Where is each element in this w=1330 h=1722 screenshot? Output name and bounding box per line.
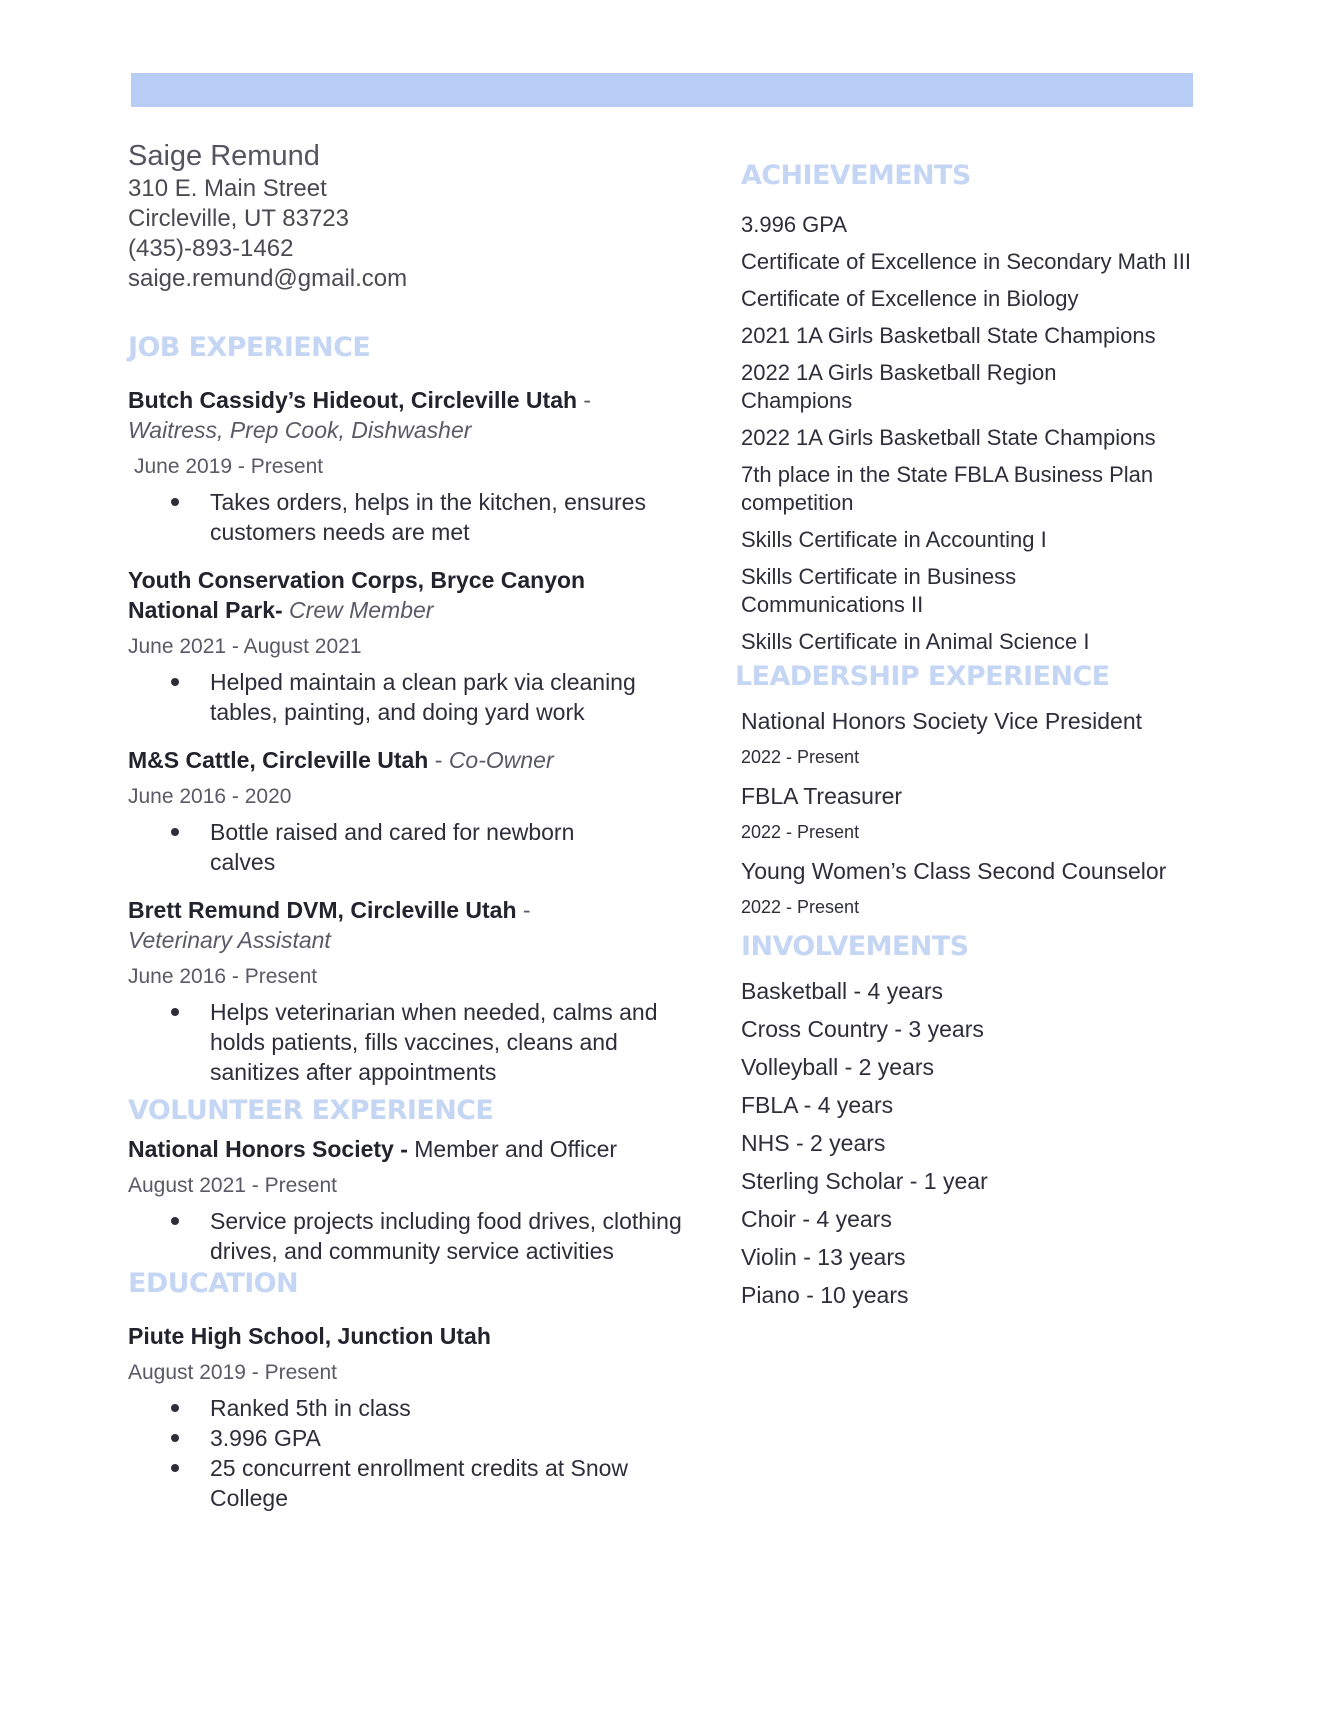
achievement-item: Skills Certificate in Business Communications II: [741, 564, 1017, 617]
education-entry: [128, 1321, 688, 1513]
achievement-item: Certificate of Excellence in Secondary Math III: [741, 249, 1191, 274]
education-dates: August 2019 - Present: [128, 1361, 337, 1384]
job-role: Crew Member: [289, 597, 434, 623]
leadership-title: FBLA Treasurer: [741, 783, 903, 809]
school-name: Piute High School, Junction Utah: [128, 1323, 491, 1349]
achievement-item: Skills Certificate in Animal Science I: [741, 629, 1090, 654]
job-org: Youth Conservation Corps, Bryce Canyon National Park-: [128, 567, 586, 623]
job-title: [128, 385, 688, 445]
leadership-title: National Honors Society Vice President: [741, 708, 1143, 734]
achievement-item: 2022 1A Girls Basketball Region Champions: [741, 360, 1057, 413]
involvement-item: FBLA - 4 years: [741, 1092, 894, 1118]
volunteer-role: Member and Officer: [407, 1136, 618, 1162]
job-bullets: [128, 997, 688, 1087]
achievement-item: Certificate of Excellence in Biology: [741, 286, 1079, 311]
leadership-title: Young Women’s Class Second Counselor: [741, 858, 1167, 884]
leadership-dates: 2022 - Present: [741, 747, 860, 767]
job-entry: [128, 565, 688, 727]
leadership-experience-heading: LEADERSHIP EXPERIENCE: [735, 661, 1110, 692]
job-bullets: [128, 667, 688, 727]
bullet-item: Service projects including food drives, clothing drives, and community service activities: [210, 1206, 688, 1266]
involvements-list: [741, 976, 1211, 1310]
education-bullets: [128, 1393, 688, 1513]
job-separator: -: [577, 387, 592, 413]
volunteer-entry: [128, 1134, 688, 1266]
achievement-item: 2021 1A Girls Basketball State Champions: [741, 323, 1156, 348]
involvements-heading: INVOLVEMENTS: [741, 931, 969, 962]
achievement-item: 3.996 GPA: [741, 212, 847, 237]
achievement-item: Skills Certificate in Accounting I: [741, 527, 1047, 552]
job-role: Veterinary Assistant: [128, 927, 331, 953]
involvement-item: Choir - 4 years: [741, 1206, 892, 1232]
right-column: [735, 160, 1211, 1318]
street-address: 310 E. Main Street: [128, 175, 327, 202]
contact-block: [128, 138, 688, 294]
involvement-item: Piano - 10 years: [741, 1282, 909, 1308]
involvement-item: Cross Country - 3 years: [741, 1016, 984, 1042]
job-bullets: [128, 817, 688, 877]
leadership-dates: 2022 - Present: [741, 897, 860, 917]
header-accent-bar: [131, 73, 1193, 107]
involvement-item: Volleyball - 2 years: [741, 1054, 935, 1080]
leadership-list: [741, 706, 1211, 919]
job-separator: -: [428, 747, 449, 773]
bullet-item: 3.996 GPA: [210, 1423, 688, 1453]
volunteer-title: [128, 1134, 688, 1164]
city-state-zip: Circleville, UT 83723: [128, 205, 349, 232]
job-entry: [128, 385, 688, 547]
bullet-item: Bottle raised and cared for newborn calves: [210, 817, 598, 877]
job-dates: June 2021 - August 2021: [128, 635, 362, 658]
achievements-heading: ACHIEVEMENTS: [741, 160, 971, 191]
involvement-item: NHS - 2 years: [741, 1130, 886, 1156]
job-experience-heading: JOB EXPERIENCE: [128, 332, 371, 363]
left-column: [128, 138, 688, 1513]
applicant-name: Saige Remund: [128, 140, 320, 172]
job-org: M&S Cattle, Circleville Utah: [128, 747, 429, 773]
job-dates: June 2019 - Present: [134, 455, 324, 478]
bullet-item: 25 concurrent enrollment credits at Snow College: [210, 1453, 688, 1513]
job-title: [128, 895, 688, 955]
job-org: Brett Remund DVM, Circleville Utah: [128, 897, 517, 923]
job-entry: [128, 745, 688, 877]
job-separator: -: [516, 897, 531, 923]
achievement-item: 7th place in the State FBLA Business Plan competition: [741, 462, 1154, 515]
volunteer-org: National Honors Society -: [128, 1136, 408, 1162]
leadership-dates: 2022 - Present: [741, 822, 860, 842]
involvement-item: Basketball - 4 years: [741, 978, 943, 1004]
bullet-item: Helped maintain a clean park via cleaning tables, painting, and doing yard work: [210, 667, 688, 727]
job-org: Butch Cassidy’s Hideout, Circleville Utah: [128, 387, 578, 413]
job-title: [128, 565, 628, 625]
involvement-item: Violin - 13 years: [741, 1244, 906, 1270]
volunteer-dates: August 2021 - Present: [128, 1174, 337, 1197]
job-dates: June 2016 - Present: [128, 965, 318, 988]
achievements-list: [741, 211, 1211, 656]
education-heading: EDUCATION: [128, 1268, 299, 1299]
involvement-item: Sterling Scholar - 1 year: [741, 1168, 988, 1194]
job-title: [128, 745, 688, 775]
achievement-item: 2022 1A Girls Basketball State Champions: [741, 425, 1156, 450]
volunteer-experience-heading: VOLUNTEER EXPERIENCE: [128, 1095, 494, 1126]
job-dates: June 2016 - 2020: [128, 785, 292, 808]
email-address: saige.remund@gmail.com: [128, 265, 408, 292]
job-bullets: [128, 487, 688, 547]
bullet-item: Helps veterinarian when needed, calms and holds patients, fills vaccines, cleans and sanitizes after appointments: [210, 997, 688, 1087]
job-role: Waitress, Prep Cook, Dishwasher: [128, 417, 472, 443]
bullet-item: Takes orders, helps in the kitchen, ensures customers needs are met: [210, 487, 688, 547]
job-role: Co-Owner: [448, 747, 554, 773]
job-entry: [128, 895, 688, 1087]
volunteer-bullets: [128, 1206, 688, 1266]
phone-number: (435)-893-1462: [128, 235, 294, 262]
bullet-item: Ranked 5th in class: [210, 1393, 688, 1423]
